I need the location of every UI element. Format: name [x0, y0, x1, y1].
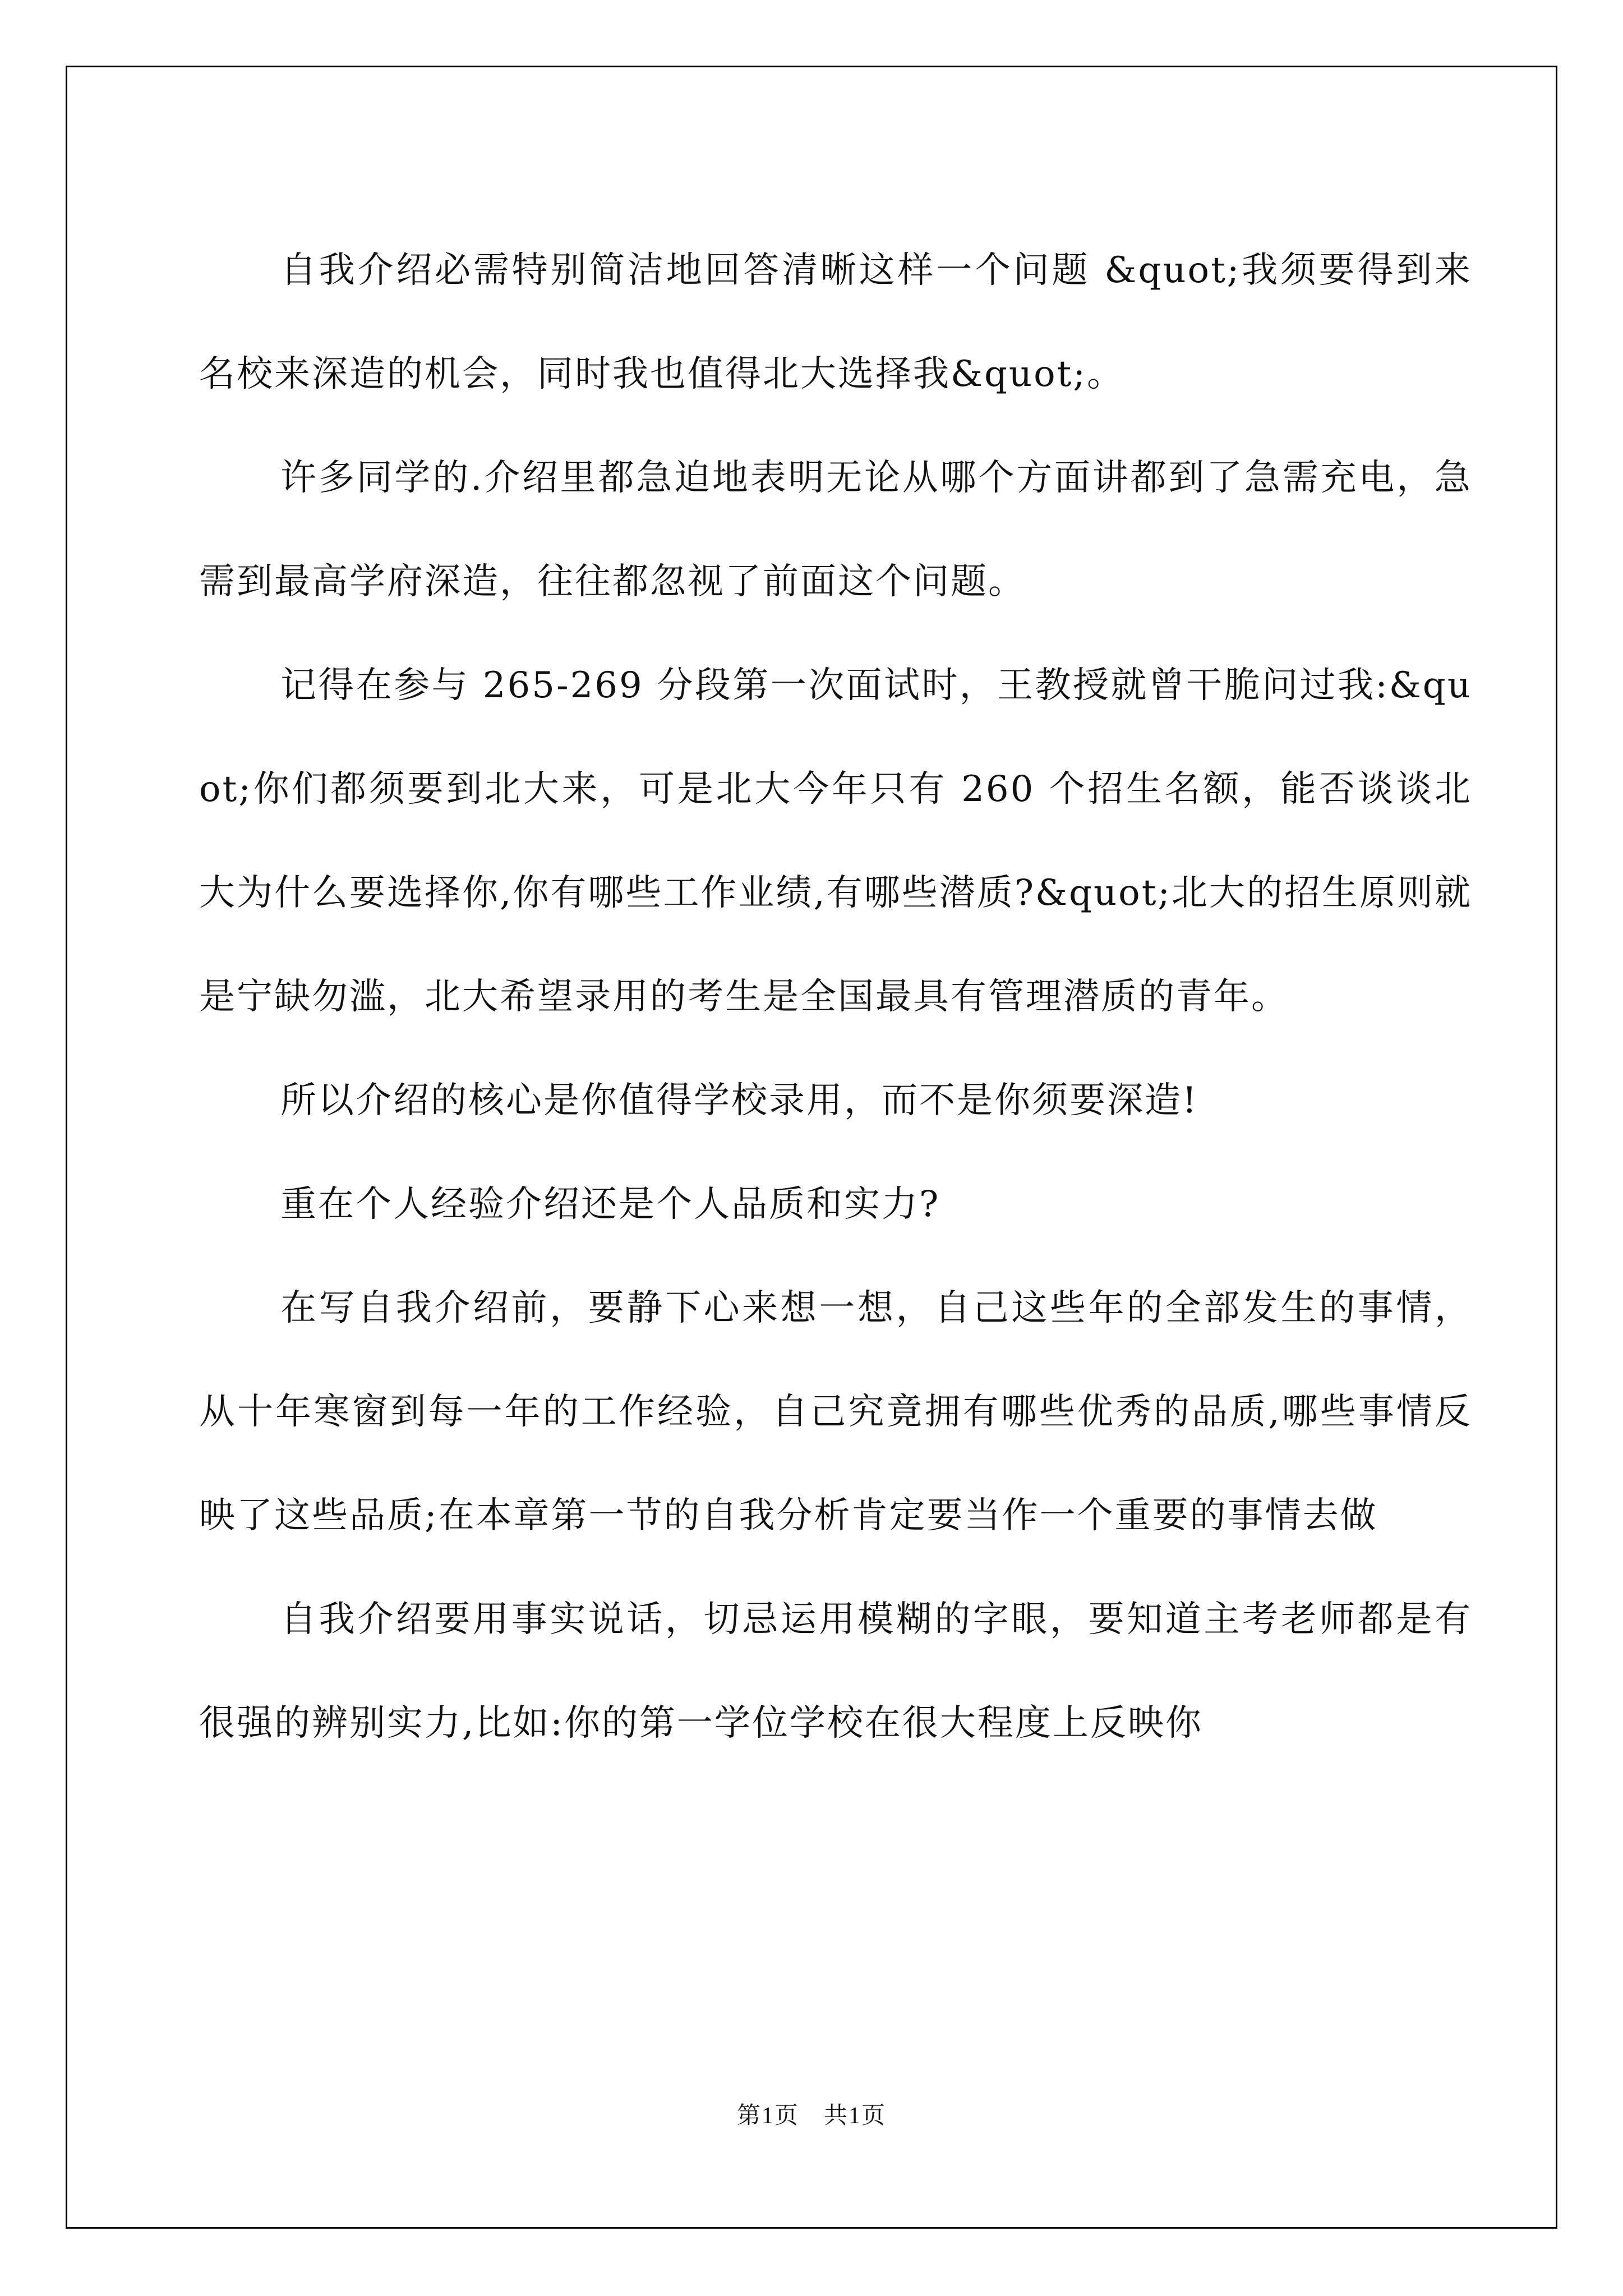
paragraph-5: 重在个人经验介绍还是个人品质和实力? [280, 1184, 940, 1225]
paragraph-1: 自我介绍必需特别简洁地回答清晰这样一个问题 &quot;我须要得到来名校来深造的机会，同时我也值得北大选择我&quot;。 [199, 250, 1472, 395]
paragraph-6: 在写自我介绍前，要静下心来想一想，自己这些年的全部发生的事情，从十年寒窗到每一年的工作经验，自己究竟拥有哪些优秀的品质,哪些事情反映了这些品质;在本章第一节的自我分析肯定要当作一个重要的事情去做 [199, 1287, 1472, 1536]
paragraph-2: 许多同学的.介绍里都急迫地表明无论从哪个方面讲都到了急需充电，急需到最高学府深造，往往都忽视了前面这个问题。 [199, 457, 1472, 602]
paragraph-3: 记得在参与 265-269 分段第一次面试时，王教授就曾干脆问过我:&quot;你们都须要到北大来，可是北大今年只有 260 个招生名额，能否谈谈北大为什么要选择你,你有哪些工作业绩,有哪些潜质?&quot;北大的招生原则就是宁缺勿滥，北大希望录用的考生是全国最具有管理潜质的青年。 [199, 665, 1472, 1018]
page-number-label: 第1页 共1页 [736, 2103, 886, 2129]
paragraph-7: 自我介绍要用事实说话，切忌运用模糊的字眼，要知道主考老师都是有很强的辨别实力,比如:你的第一学位学校在很大程度上反映你 [199, 1599, 1472, 1744]
page-footer [0, 2097, 1623, 2131]
paragraph-4: 所以介绍的核心是你值得学校录用，而不是你须要深造! [280, 1080, 1198, 1121]
document-body [199, 219, 1472, 1775]
